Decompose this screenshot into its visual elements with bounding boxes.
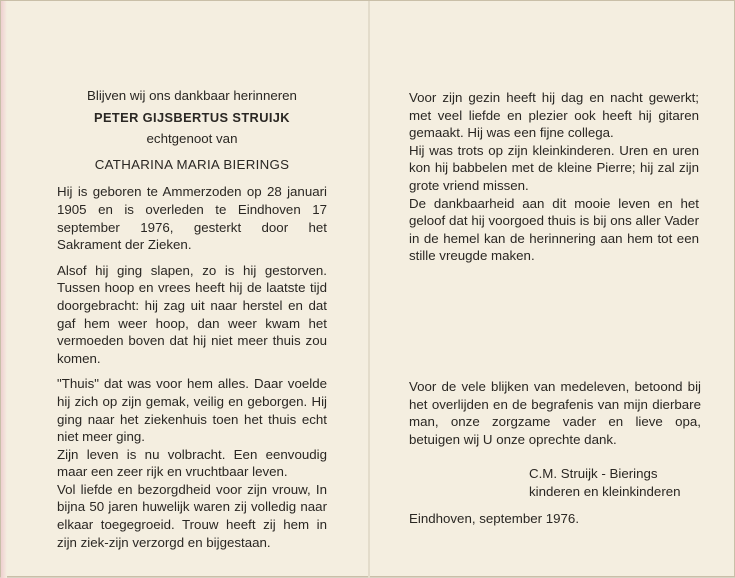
signature <box>529 465 681 501</box>
thanks-paragraph: Voor de vele blijken van medeleven, betoond bij het overlijden en de begrafenis van mijn dierbare man, onze zorgzame vader en lieve opa, betuigen wij U onze oprechte dank. <box>409 379 701 447</box>
life-paragraph: Zijn leven is nu volbracht. Een eenvoudig maar een zeer rijk en vruchtbaar leven. <box>57 446 327 480</box>
relation-line: echtgenoot van <box>146 131 238 147</box>
card-fold <box>368 1 370 578</box>
passing-paragraph: Alsof hij ging slapen, zo is hij gestorven. Tussen hoop en vrees heeft hij de laatste tijd doorgebracht: hij zag uit naar herstel en dat gaf hem weer hoop, dan weer kwam het vermoeden boven dat hij niet meer thuis zou komen. <box>57 262 327 366</box>
signature-family: kinderen en kleinkinderen <box>529 484 681 499</box>
intro-line: Blijven wij ons dankbaar herinneren <box>87 88 297 103</box>
marriage-paragraph: Vol liefde en bezorgdheid voor zijn vrouw, In bijna 50 jaren huwelijk waren zij volledig naar elkaar toegegroeid. Trouw heeft zij hem in zijn ziek-zijn verzorgd en bijgestaan. <box>57 481 327 550</box>
card-edge <box>1 1 7 578</box>
grandchildren-paragraph: Hij was trots op zijn kleinkinderen. Uren en uren kon hij babbelen met de kleine Pierre; hij zal zijn grote vriend missen. <box>409 142 699 193</box>
home-paragraph: "Thuis" dat was voor hem alles. Daar voelde hij zich op zijn gemak, veilig en geborgen. Hij ging naar het ziekenhuis toen het thuis echt niet meer ging. <box>57 376 327 445</box>
spouse-name: CATHARINA MARIA BIERINGS <box>94 156 290 172</box>
left-page <box>57 87 327 551</box>
deceased-name: PETER GIJSBERTUS STRUIJK <box>94 109 290 125</box>
work-paragraph: Voor zijn gezin heeft hij dag en nacht gewerkt; met veel liefde en plezier ook heeft hij gitaren gemaakt. Hij was een fijne collega. <box>409 90 699 141</box>
birth-death-paragraph: Hij is geboren te Ammerzoden op 28 januari 1905 en is overleden te Eindhoven 17 september 1976, gesterkt door het Sakrament der Zieken. <box>57 184 327 253</box>
place-date: Eindhoven, september 1976. <box>409 511 580 526</box>
gratitude-paragraph: De dankbaarheid aan dit mooie leven en het geloof dat hij voorgoed thuis is bij ons aller Vader in de hemel kan de herinnering aan hem tot een stille vreugde maken. <box>409 195 699 264</box>
right-page <box>409 89 699 265</box>
signature-name: C.M. Struijk - Bierings <box>529 466 658 481</box>
